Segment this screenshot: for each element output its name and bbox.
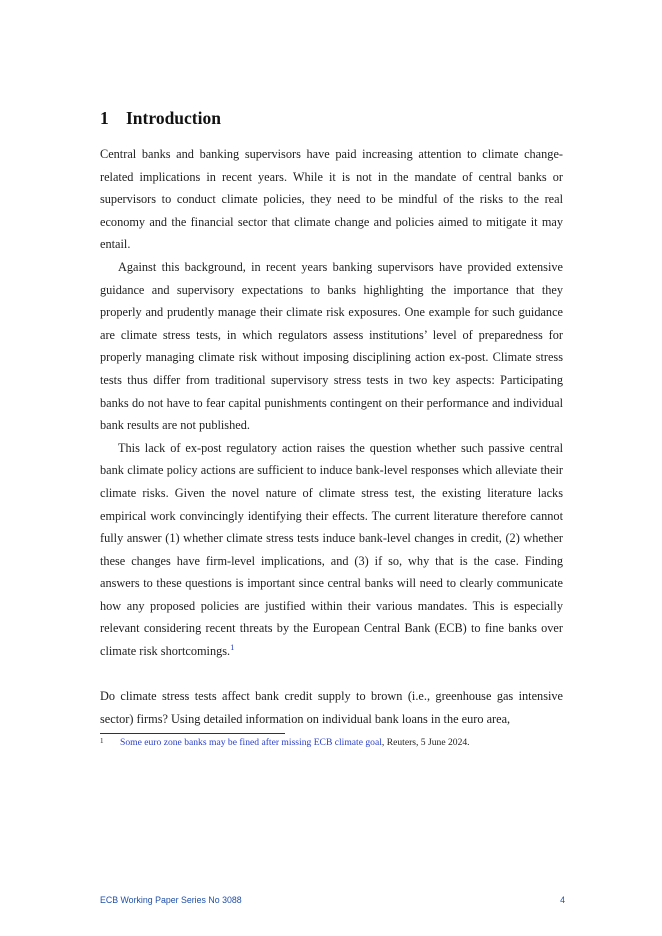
paragraph-3-text: This lack of ex-post regulatory action raises the question whether such passive central bank climate policy actions are sufficient to induce bank-level responses which alleviate their climate risks. Given the novel nature of climate stress test, the existing literature lacks empirical work convincingly identifying their effects. The current literature therefore cannot fully answer (1) whether climate stress tests induce bank-level changes in credit, (2) whether these changes have firm-level implications, and (3) if so, why that is the case. Finding answers to these questions is important since central banks will need to clearly communicate how any proposed policies are justified within their various mandates. This is especially relevant considering recent threats by the European Central Bank (ECB) to fine banks over climate risk shortcomings. — [100, 440, 563, 659]
paragraph-4: Do climate stress tests affect bank credit supply to brown (i.e., greenhouse gas intensive sector) firms? Using detailed information on individual bank loans in the euro area, — [100, 689, 563, 726]
footer-page-number: 4 — [560, 895, 565, 905]
footnote-divider — [100, 733, 285, 734]
footnote-article-link[interactable]: Some euro zone banks may be fined after missing ECB climate goal — [120, 737, 382, 748]
paragraph-1: Central banks and banking supervisors have paid increasing attention to climate change-related implications in recent years. While it is not in the mandate of central banks or supervisors to conduct climate policies, they need to be mindful of the risks to the real economy and the financial sector that climate change and policies aimed to mitigate it may entail. — [100, 147, 563, 252]
section-number: 1 — [100, 108, 109, 128]
section-title: Introduction — [126, 108, 221, 128]
footnote-number: 1 — [100, 737, 104, 745]
section-heading — [100, 108, 221, 129]
footnote-source-text: , Reuters, 5 June 2024. — [381, 737, 470, 748]
paragraph-2: Against this background, in recent years banking supervisors have provided extensive guidance and supervisory expectations to banks highlighting the importance that they properly and prudently manage their climate risk exposures. One example for such guidance are climate stress tests, in which regulators assess institutions’ level of preparedness for properly managing climate risk without imposing disciplining action ex-post. Climate stress tests thus differ from traditional supervisory stress tests in two key aspects: Participating banks do not have to fear capital punishments contingent on their performance and individual bank results are not published. — [100, 259, 563, 433]
paragraph-3 — [100, 437, 563, 663]
footnote — [100, 736, 570, 749]
footnote-reference-link[interactable]: 1 — [230, 641, 235, 652]
footer-series-title: ECB Working Paper Series No 3088 — [100, 895, 242, 905]
body-text — [100, 143, 563, 730]
